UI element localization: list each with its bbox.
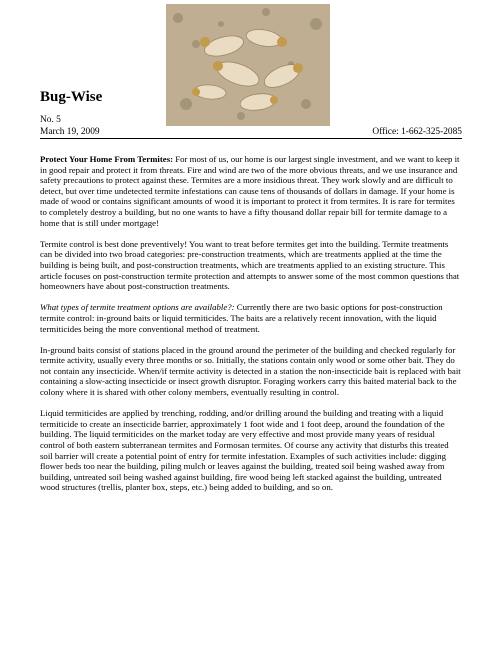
paragraph-preventive: Termite control is best done preventively! You want to treat before termites get into the building. Termite treatments can be divided into two broad categories: pre-construction treatments, which are treatments applied at the time the building is being built, and post-construction treatments, which are treatments applied to an existing structure. This article focuses on post-construction termite protection and attempts to answer some of the most common questions that homeowners have about post-construction treatments. bbox=[40, 238, 460, 292]
issue-info bbox=[40, 115, 462, 138]
office-phone: Office: 1-662-325-2085 bbox=[372, 126, 462, 137]
article-body bbox=[40, 154, 462, 504]
article-heading: Protect Your Home From Termites: bbox=[40, 154, 174, 164]
newsletter-title: Bug-Wise bbox=[40, 89, 103, 105]
issue-date: March 19, 2009 bbox=[40, 126, 100, 137]
issue-number: No. 5 bbox=[40, 115, 61, 125]
header-divider bbox=[40, 138, 462, 139]
termite-photo bbox=[166, 4, 330, 126]
paragraph-baits: In-ground baits consist of stations placed in the ground around the perimeter of the building and checked regularly for termite activity, usually every three months or so. Initially, the stations contain only wood or some other bait. They do not contain any insecticide. When/if termite activity is detected in a station the non-insecticide bait is replaced with bait containing a slow-acting insecticide or insect growth disruptor. Foraging workers carry this baited material back to the colony where it is shared with other colony members, eventually resulting in control. bbox=[40, 344, 461, 398]
options-question: What types of termite treatment options are available?: bbox=[40, 302, 235, 313]
paragraph-intro: Protect Your Home From Termites: For most of us, our home is our largest single investment, and we want to keep it in good repair and protect it from threats. Fire and wind are two of the more obvious threats, and we use insurance and safety precautions to protect against these. Termites are a more insidious threat. They work slowly and are difficult to detect, but over time undetected termite infestations can cause tens of thousands of dollars in damage. If your home is made of wood or contains significant amounts of wood it is important to protect it from termites. It is rare for termites to completely destroy a building, but no one wants to have a fifty thousand dollar repair bill for termite damage to a home that is still under mortgage! bbox=[40, 154, 460, 228]
paragraph-options: What types of termite treatment options are available?: Currently there are two basic options for post-construction termite control: in-ground baits or liquid termiticides. The baits are a relatively recent innovation, with the liquid termiticides being the more conventional method of treatment. bbox=[40, 302, 443, 334]
paragraph-liquid: Liquid termiticides are applied by trenching, rodding, and/or drilling around the building and treating with a liquid termiticide to create an insecticide barrier, approximately 1 foot wide and 1 foot deep, around the foundation of the building. The liquid termiticides on the market today are very effective and most provide many years of residual control of both eastern subterranean termites and Formosan termites. Of course any activity that disturbs this treated soil barrier will create a potential point of entry for termite infestation. Examples of such activities include: digging flower beds too near the building, piling mulch or leaves against the building, treated soil being washed away from building, untreated soil being washed against building, fire wood being left stacked against the building, untreated wood structures (trellis, planter box, steps, etc.) being added to building, and so on. bbox=[40, 408, 449, 493]
